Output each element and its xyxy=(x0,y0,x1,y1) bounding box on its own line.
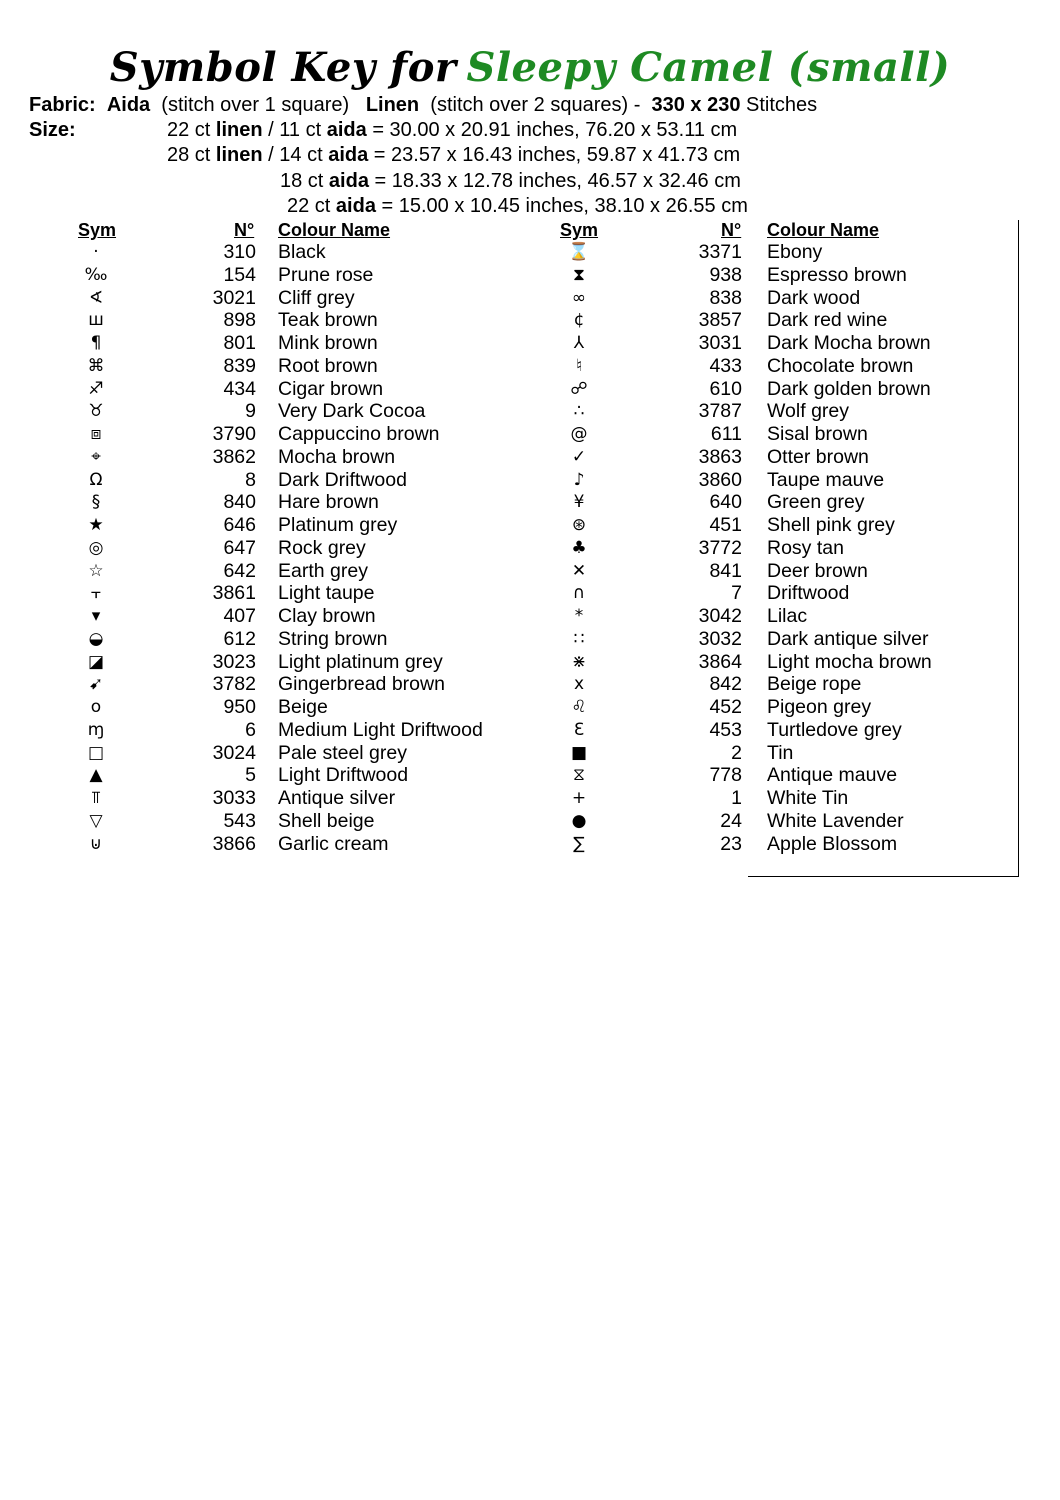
colour-number: 3021 xyxy=(212,286,256,309)
colour-number: 3024 xyxy=(212,741,256,764)
symbol-glyph: ➹ xyxy=(88,674,104,695)
fabric-linen: Linen xyxy=(365,94,420,116)
symbol-glyph: ✕ xyxy=(571,560,587,581)
colour-name: Apple Blossom xyxy=(767,832,898,855)
colour-name: String brown xyxy=(278,627,388,650)
colour-number: 842 xyxy=(709,673,742,696)
symbol-glyph: ⌛ xyxy=(568,242,590,262)
symbol-glyph: ш xyxy=(88,310,104,331)
left-name-header: Colour Name xyxy=(278,220,391,240)
size-count: / 11 ct xyxy=(268,119,322,141)
symbol-glyph: ‰ xyxy=(84,264,108,285)
colour-number: 5 xyxy=(245,764,256,787)
symbol-glyph: o xyxy=(90,697,102,717)
colour-name: White Lavender xyxy=(767,809,904,832)
colour-number: 407 xyxy=(223,605,256,627)
colour-number: 310 xyxy=(223,241,256,263)
symbol-glyph: ♪ xyxy=(573,469,585,490)
symbol-glyph: ◒ xyxy=(88,628,104,649)
colour-number: 3023 xyxy=(212,650,256,673)
size-fabric: linen xyxy=(215,119,263,141)
colour-number: 3032 xyxy=(698,627,742,650)
colour-name: Pale steel grey xyxy=(278,741,407,764)
colour-name: Rock grey xyxy=(278,536,366,559)
fabric-line xyxy=(29,93,817,118)
symbol-glyph: ∩ xyxy=(572,583,586,604)
table-border-bottom xyxy=(748,876,1019,877)
size-count: / 14 ct xyxy=(268,144,323,166)
colour-number: 611 xyxy=(710,423,742,445)
colour-number: 3772 xyxy=(698,536,742,559)
colour-name: Cappuccino brown xyxy=(278,423,440,445)
colour-number: 612 xyxy=(223,627,256,650)
size-dimensions: = 23.57 x 16.43 inches, 59.87 x 41.73 cm xyxy=(373,144,741,166)
stitch-label: Stitches xyxy=(746,94,818,116)
right-name-header: Colour Name xyxy=(767,220,880,240)
colour-number: 8 xyxy=(245,468,256,491)
colour-name: Dark wood xyxy=(767,286,861,309)
size-line-4 xyxy=(287,194,748,219)
title-prefix: Symbol Key for xyxy=(109,44,457,91)
colour-name: Tin xyxy=(767,741,794,764)
colour-number: 642 xyxy=(223,559,256,582)
fabric-aida-note: (stitch over 1 square) xyxy=(161,94,350,116)
symbol-glyph: ⋇ xyxy=(571,651,587,672)
colour-number: 950 xyxy=(223,696,256,718)
symbol-glyph: ¥ xyxy=(573,492,585,513)
symbol-glyph: ☆ xyxy=(88,560,104,581)
colour-number: 453 xyxy=(709,718,742,741)
size-line-2 xyxy=(167,143,740,168)
colour-number: 451 xyxy=(709,514,742,536)
colour-name: Light platinum grey xyxy=(278,650,443,673)
size-label-line xyxy=(29,118,76,143)
colour-number: 3033 xyxy=(212,787,256,809)
colour-name: Ebony xyxy=(767,241,823,263)
colour-name: Taupe mauve xyxy=(767,468,885,491)
symbol-glyph: * xyxy=(574,606,584,626)
symbol-glyph: ⫪ xyxy=(91,788,101,808)
colour-number: 3864 xyxy=(698,650,742,673)
symbol-glyph: ♮ xyxy=(575,355,583,376)
colour-name: Antique mauve xyxy=(767,764,898,787)
colour-number: 1 xyxy=(731,787,742,809)
size-fabric: aida xyxy=(328,144,369,166)
colour-name: Clay brown xyxy=(278,605,376,627)
colour-name: Shell pink grey xyxy=(767,514,895,536)
colour-name: Dark antique silver xyxy=(767,627,929,650)
colour-number: 3031 xyxy=(698,332,742,354)
symbol-glyph: ■ xyxy=(570,742,588,763)
colour-number: 610 xyxy=(709,377,742,400)
symbol-glyph: ✓ xyxy=(571,446,587,467)
colour-name: Shell beige xyxy=(278,809,375,832)
colour-number: 3042 xyxy=(698,605,742,627)
symbol-glyph: ɱ xyxy=(87,719,105,740)
fabric-linen-note: (stitch over 2 squares) - xyxy=(430,94,641,116)
colour-name: Dark Mocha brown xyxy=(767,332,931,354)
table-border-right xyxy=(1018,220,1019,877)
size-line-1 xyxy=(167,118,737,143)
symbol-glyph: □ xyxy=(87,742,105,763)
colour-name: White Tin xyxy=(767,787,849,809)
colour-name: Teak brown xyxy=(278,309,378,332)
colour-name: Light taupe xyxy=(278,582,375,605)
symbol-glyph: ⧗ xyxy=(573,264,585,285)
colour-name: Beige xyxy=(278,696,328,718)
colour-number: 938 xyxy=(709,263,742,286)
symbol-glyph: ¢ xyxy=(573,310,585,331)
colour-number: 840 xyxy=(223,491,256,514)
colour-number: 433 xyxy=(709,354,742,377)
size-dimensions: = 30.00 x 20.91 inches, 76.20 x 53.11 cm xyxy=(372,119,738,141)
symbol-glyph: ★ xyxy=(88,515,104,535)
colour-name: Cliff grey xyxy=(278,286,355,309)
size-line-3 xyxy=(280,169,741,194)
colour-name: Pigeon grey xyxy=(767,696,872,718)
colour-number: 3861 xyxy=(212,582,256,605)
size-count: 22 ct xyxy=(287,195,331,217)
colour-name: Lilac xyxy=(767,605,808,627)
symbol-glyph: ∷ xyxy=(573,628,585,649)
colour-name: Espresso brown xyxy=(767,263,907,286)
size-dimensions: = 15.00 x 10.45 inches, 38.10 x 26.55 cm xyxy=(381,195,748,217)
symbol-glyph: ⌘ xyxy=(87,355,105,376)
colour-name: Deer brown xyxy=(767,559,868,582)
colour-number: 841 xyxy=(709,559,742,582)
colour-name: Root brown xyxy=(278,354,378,377)
colour-number: 3790 xyxy=(212,423,256,445)
colour-number: 7 xyxy=(731,582,742,605)
colour-number: 3857 xyxy=(698,309,742,332)
symbol-glyph: ◎ xyxy=(88,537,104,558)
symbol-glyph: ∢ xyxy=(88,287,104,308)
fabric-label: Fabric: xyxy=(29,94,96,116)
colour-name: Wolf grey xyxy=(767,400,849,423)
symbol-glyph: · xyxy=(93,242,99,262)
symbol-glyph: ∑ xyxy=(573,833,585,854)
colour-name: Driftwood xyxy=(767,582,850,605)
colour-name: Platinum grey xyxy=(278,514,398,536)
colour-name: Earth grey xyxy=(278,559,368,582)
colour-number: 838 xyxy=(709,286,742,309)
colour-number: 6 xyxy=(245,718,256,741)
colour-number: 9 xyxy=(245,400,256,423)
size-dimensions: = 18.33 x 12.78 inches, 46.57 x 32.46 cm xyxy=(374,170,741,192)
colour-number: 543 xyxy=(223,809,256,832)
colour-name: Hare brown xyxy=(278,491,379,514)
colour-number: 647 xyxy=(223,536,256,559)
symbol-glyph: ▲ xyxy=(89,765,103,786)
colour-number: 646 xyxy=(223,514,256,536)
colour-number: 3866 xyxy=(212,832,256,855)
colour-number: 3860 xyxy=(698,468,742,491)
colour-name: Light mocha brown xyxy=(767,650,932,673)
colour-name: Dark Driftwood xyxy=(278,468,407,491)
symbol-glyph: ∞ xyxy=(571,287,587,308)
colour-name: Dark red wine xyxy=(767,309,888,332)
symbol-glyph: Ω xyxy=(89,469,103,490)
fabric-aida: Aida xyxy=(106,94,151,116)
symbol-glyph: ∴ xyxy=(573,401,585,422)
symbol-glyph: ◪ xyxy=(87,651,105,672)
symbol-glyph: ♣ xyxy=(571,537,587,558)
colour-name: Garlic cream xyxy=(278,832,389,855)
colour-number: 898 xyxy=(223,309,256,332)
colour-name: Gingerbread brown xyxy=(278,673,445,696)
colour-name: Mink brown xyxy=(278,332,378,354)
colour-name: Sisal brown xyxy=(767,423,868,445)
symbol-glyph: ♌ xyxy=(571,697,587,717)
symbol-glyph: ⧖ xyxy=(573,765,585,786)
colour-name: Dark golden brown xyxy=(767,377,931,400)
page-title xyxy=(0,44,1060,91)
colour-name: Green grey xyxy=(767,491,865,514)
colour-number: 801 xyxy=(223,332,256,354)
symbol-glyph: ⧈ xyxy=(90,424,102,444)
symbol-glyph: ♐ xyxy=(88,378,104,399)
size-label: Size: xyxy=(29,119,76,141)
right-num-header: N° xyxy=(721,220,742,240)
stitch-count: 330 x 230 xyxy=(651,94,741,116)
size-fabric: linen xyxy=(215,144,263,166)
symbol-glyph: ● xyxy=(571,810,587,831)
colour-number: 839 xyxy=(223,354,256,377)
size-count: 22 ct xyxy=(167,119,211,141)
symbol-glyph: x xyxy=(573,674,585,695)
colour-name: Otter brown xyxy=(767,445,869,468)
colour-name: Cigar brown xyxy=(278,377,384,400)
right-sym-header: Sym xyxy=(560,220,599,240)
symbol-glyph: ⊍ xyxy=(89,833,103,854)
symbol-glyph: § xyxy=(91,492,101,513)
left-num-header: N° xyxy=(234,220,255,240)
symbol-glyph: ¶ xyxy=(90,333,102,353)
colour-number: 24 xyxy=(720,809,742,832)
symbol-glyph: + xyxy=(571,788,587,808)
colour-name: Medium Light Driftwood xyxy=(278,718,483,741)
colour-number: 2 xyxy=(731,741,742,764)
symbol-glyph: @ xyxy=(570,424,588,444)
symbol-glyph: ⊛ xyxy=(571,515,587,535)
symbol-glyph: ⫟ xyxy=(90,583,102,604)
size-fabric: aida xyxy=(326,119,367,141)
size-count: 28 ct xyxy=(167,144,211,166)
symbol-glyph: ☍ xyxy=(570,378,588,399)
colour-name: Beige rope xyxy=(767,673,862,696)
symbol-glyph: ♉ xyxy=(88,401,104,422)
colour-name: Rosy tan xyxy=(767,536,844,559)
colour-name: Mocha brown xyxy=(278,445,396,468)
colour-number: 452 xyxy=(709,696,742,718)
symbol-glyph: ▽ xyxy=(89,810,103,831)
symbol-glyph: ▾ xyxy=(91,606,101,626)
size-fabric: aida xyxy=(328,170,369,192)
pattern-name: Sleepy Camel (small) xyxy=(466,44,951,91)
colour-number: 640 xyxy=(709,491,742,514)
symbol-glyph: Ɛ xyxy=(573,719,585,740)
colour-number: 3863 xyxy=(698,445,742,468)
symbol-glyph: ⌖ xyxy=(91,446,101,467)
colour-number: 3371 xyxy=(698,241,742,263)
colour-name: Turtledove grey xyxy=(767,718,902,741)
colour-number: 23 xyxy=(720,832,742,855)
size-fabric: aida xyxy=(335,195,376,217)
colour-number: 3782 xyxy=(212,673,256,696)
symbol-glyph: ⅄ xyxy=(573,333,585,353)
colour-name: Antique silver xyxy=(278,787,396,809)
colour-number: 3862 xyxy=(212,445,256,468)
colour-name: Very Dark Cocoa xyxy=(278,400,426,423)
colour-name: Light Driftwood xyxy=(278,764,409,787)
colour-number: 154 xyxy=(223,263,256,286)
colour-number: 778 xyxy=(709,764,742,787)
colour-name: Chocolate brown xyxy=(767,354,914,377)
colour-number: 3787 xyxy=(698,400,742,423)
colour-name: Prune rose xyxy=(278,263,374,286)
colour-name: Black xyxy=(278,241,326,263)
left-sym-header: Sym xyxy=(78,220,117,240)
size-count: 18 ct xyxy=(280,170,324,192)
colour-number: 434 xyxy=(223,377,256,400)
